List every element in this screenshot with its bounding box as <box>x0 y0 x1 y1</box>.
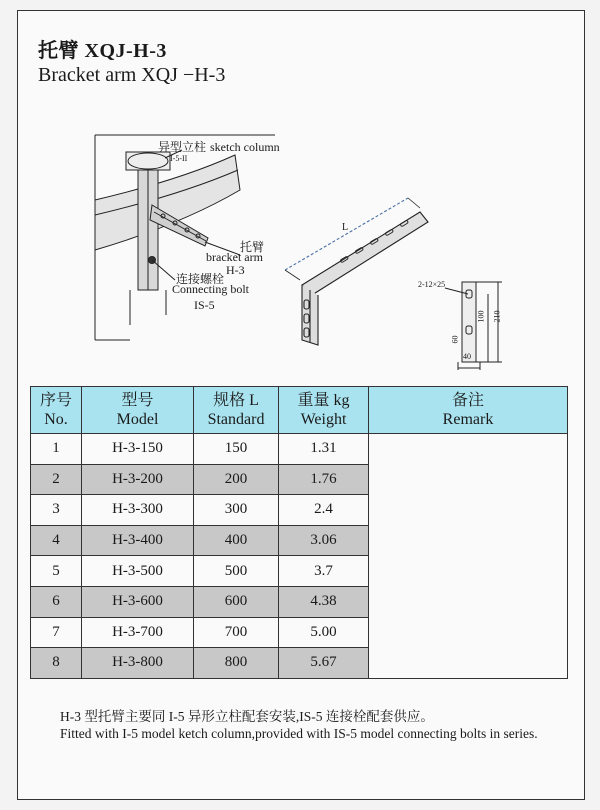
cell-weight: 3.7 <box>279 556 369 587</box>
label-arm-code: H-3 <box>226 263 245 277</box>
cell-standard: 600 <box>194 586 279 617</box>
title-english: Bracket arm XQJ −H-3 <box>38 64 226 86</box>
cell-model: H-3-500 <box>82 556 194 587</box>
cell-standard: 800 <box>194 648 279 679</box>
cell-model: H-3-400 <box>82 525 194 556</box>
header-model: 型号 Model <box>82 387 194 434</box>
note-english: Fitted with I-5 model ketch column,provided with IS-5 model connecting bolts in series. <box>60 726 538 741</box>
cell-remark <box>369 434 568 679</box>
header-standard: 规格 L Standard <box>194 387 279 434</box>
cell-standard: 400 <box>194 525 279 556</box>
header-no: 序号 No. <box>31 387 82 434</box>
table-row <box>31 434 568 465</box>
cell-weight: 5.00 <box>279 617 369 648</box>
cell-no: 1 <box>31 434 82 465</box>
cell-standard: 200 <box>194 464 279 495</box>
cell-standard: 150 <box>194 434 279 465</box>
cell-weight: 4.38 <box>279 586 369 617</box>
dimension-60-label: 60 <box>450 335 460 344</box>
label-bolt-cn: 连接螺栓 <box>176 272 225 286</box>
label-bolt-en: Connecting bolt <box>172 282 249 296</box>
cell-standard: 500 <box>194 556 279 587</box>
cell-weight: 1.31 <box>279 434 369 465</box>
cell-model: H-3-800 <box>82 648 194 679</box>
cell-weight: 2.4 <box>279 495 369 526</box>
dimension-100-label: 100 <box>476 310 486 323</box>
cell-no: 7 <box>31 617 82 648</box>
bracket-arm-illustration <box>90 130 530 375</box>
cell-weight: 1.76 <box>279 464 369 495</box>
cell-no: 3 <box>31 495 82 526</box>
cell-model: H-3-600 <box>82 586 194 617</box>
cell-no: 4 <box>31 525 82 556</box>
label-bolt-code: IS-5 <box>194 298 215 312</box>
spec-table <box>30 386 568 679</box>
cell-weight: 3.06 <box>279 525 369 556</box>
cell-weight: 5.67 <box>279 648 369 679</box>
label-column-en: sketch column <box>210 140 280 154</box>
dimension-length-label: L <box>342 222 349 233</box>
installation-note <box>30 708 570 742</box>
label-column-cn: 异型立柱 <box>158 140 207 154</box>
dimension-210-label: 210 <box>492 310 502 323</box>
cell-model: H-3-200 <box>82 464 194 495</box>
cell-no: 5 <box>31 556 82 587</box>
cell-no: 2 <box>31 464 82 495</box>
cell-model: H-3-150 <box>82 434 194 465</box>
table-header-row <box>31 387 568 434</box>
cell-model: H-3-700 <box>82 617 194 648</box>
note-chinese: H-3 型托臂主要同 I-5 异形立柱配套安装,IS-5 连接栓配套供应。 <box>60 709 434 724</box>
label-arm-en: bracket arm <box>206 250 263 264</box>
cell-no: 6 <box>31 586 82 617</box>
cell-no: 8 <box>31 648 82 679</box>
cell-standard: 300 <box>194 495 279 526</box>
dimension-40-label: 40 <box>463 352 471 361</box>
label-column-code: I-5-II <box>170 154 188 163</box>
cell-standard: 700 <box>194 617 279 648</box>
title-chinese: 托臂 XQJ-H-3 <box>38 40 167 62</box>
header-remark: 备注 Remark <box>369 387 568 434</box>
dimension-holes-label: 2-12×25 <box>418 280 446 289</box>
header-weight: 重量 kg Weight <box>279 387 369 434</box>
cell-model: H-3-300 <box>82 495 194 526</box>
technical-drawing <box>90 130 530 375</box>
label-arm-cn: 托臂 <box>240 240 265 254</box>
